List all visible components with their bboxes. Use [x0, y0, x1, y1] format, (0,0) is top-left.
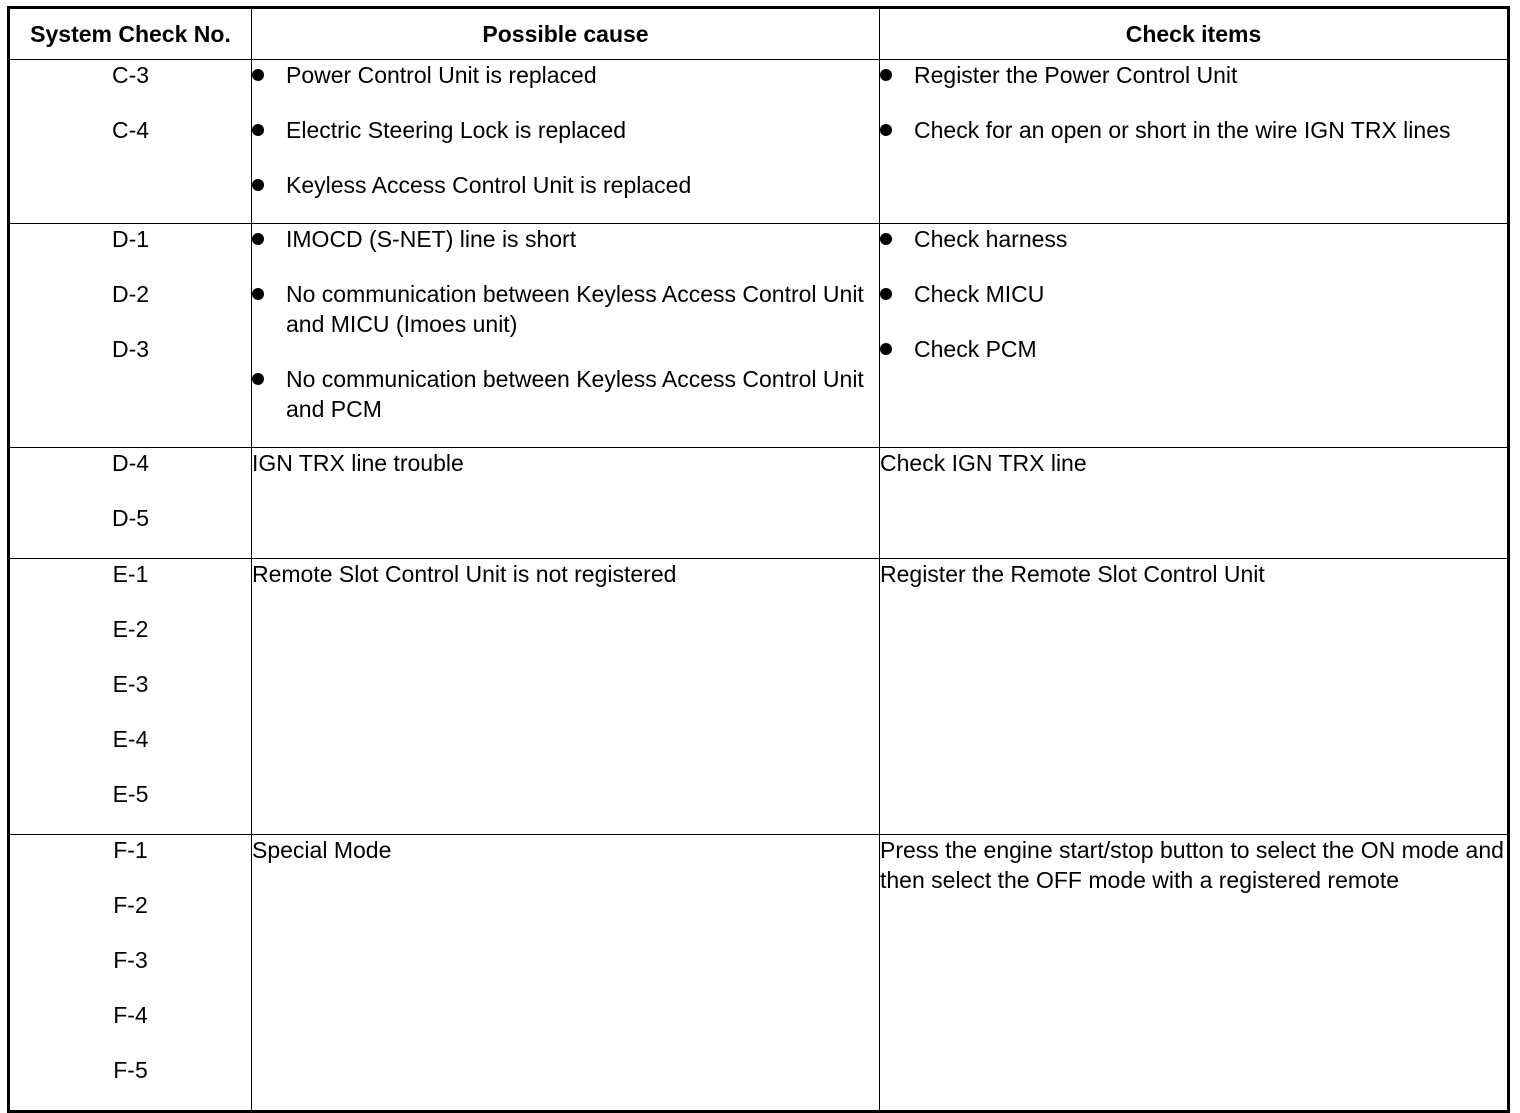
check-items-cell: Check IGN TRX line: [880, 448, 1509, 559]
bullet-icon: [880, 124, 892, 136]
cause-text: Electric Steering Lock is replaced: [286, 117, 627, 143]
system-check-codes: [9, 559, 252, 835]
check-code: C-3: [111, 62, 150, 88]
possible-cause-cell: IGN TRX line trouble: [252, 448, 880, 559]
header-check-items: Check items: [880, 8, 1509, 60]
check-item: [880, 224, 1507, 254]
check-text: Check for an open or short in the wire IGN TRX lines: [914, 117, 1451, 143]
check-items-cell: Press the engine start/stop button to select the ON mode and then select the OFF mode with a registered remote: [880, 835, 1509, 1112]
bullet-icon: [252, 69, 264, 81]
cause-text: Keyless Access Control Unit is replaced: [286, 172, 692, 198]
header-possible-cause: Possible cause: [252, 8, 880, 60]
header-row: [9, 8, 1509, 60]
bullet-icon: [252, 233, 264, 245]
bullet-icon: [880, 69, 892, 81]
check-code: F-4: [113, 1002, 148, 1028]
table-row-d1-d3: [9, 224, 1509, 448]
check-code: F-5: [113, 1057, 148, 1083]
bullet-icon: [252, 179, 264, 191]
possible-cause-cell: [252, 60, 880, 224]
header-system-check-no: System Check No.: [9, 8, 252, 60]
possible-cause-cell: Special Mode: [252, 835, 880, 1112]
cause-text: IMOCD (S-NET) line is short: [286, 226, 577, 252]
bullet-icon: [880, 288, 892, 300]
check-code: F-3: [113, 947, 148, 973]
cause-item: [252, 60, 879, 90]
cause-text: No communication between Keyless Access Control Unit and MICU (Imoes unit): [286, 281, 864, 337]
check-item: [880, 115, 1507, 145]
check-code: E-5: [112, 781, 149, 807]
check-text: Check harness: [914, 226, 1068, 252]
cause-item: [252, 170, 879, 200]
system-check-codes: [9, 835, 252, 1112]
check-text: Register the Power Control Unit: [914, 62, 1238, 88]
check-code: D-5: [111, 505, 150, 531]
check-code: D-4: [111, 450, 150, 476]
cause-item: [252, 364, 879, 424]
check-code: E-4: [112, 726, 149, 752]
check-item: [880, 279, 1507, 309]
check-code: E-2: [112, 616, 149, 642]
table-row-f: [9, 835, 1509, 1112]
bullet-icon: [252, 124, 264, 136]
check-text: Check MICU: [914, 281, 1045, 307]
cause-item: [252, 115, 879, 145]
check-code: D-1: [111, 226, 150, 252]
check-code: F-2: [113, 892, 148, 918]
possible-cause-cell: [252, 224, 880, 448]
system-check-codes: [9, 224, 252, 448]
bullet-icon: [880, 343, 892, 355]
table-row-d4-d5: [9, 448, 1509, 559]
possible-cause-cell: Remote Slot Control Unit is not registered: [252, 559, 880, 835]
system-check-codes: [9, 60, 252, 224]
check-item: [880, 60, 1507, 90]
bullet-icon: [252, 288, 264, 300]
system-check-codes: [9, 448, 252, 559]
check-code: D-2: [111, 281, 150, 307]
cause-text: Power Control Unit is replaced: [286, 62, 597, 88]
cause-item: [252, 224, 879, 254]
bullet-icon: [880, 233, 892, 245]
table-row-e: [9, 559, 1509, 835]
bullet-icon: [252, 373, 264, 385]
check-code: C-4: [111, 117, 150, 143]
system-check-table: [7, 6, 1510, 1113]
check-code: D-3: [111, 336, 150, 362]
cause-text: No communication between Keyless Access Control Unit and PCM: [286, 366, 864, 422]
check-item: [880, 334, 1507, 364]
check-items-cell: [880, 60, 1509, 224]
check-text: Check PCM: [914, 336, 1037, 362]
table-row-c: [9, 60, 1509, 224]
check-code: E-1: [112, 561, 149, 587]
cause-item: [252, 279, 879, 339]
check-items-cell: Register the Remote Slot Control Unit: [880, 559, 1509, 835]
check-code: F-1: [113, 837, 148, 863]
check-items-cell: [880, 224, 1509, 448]
check-code: E-3: [112, 671, 149, 697]
